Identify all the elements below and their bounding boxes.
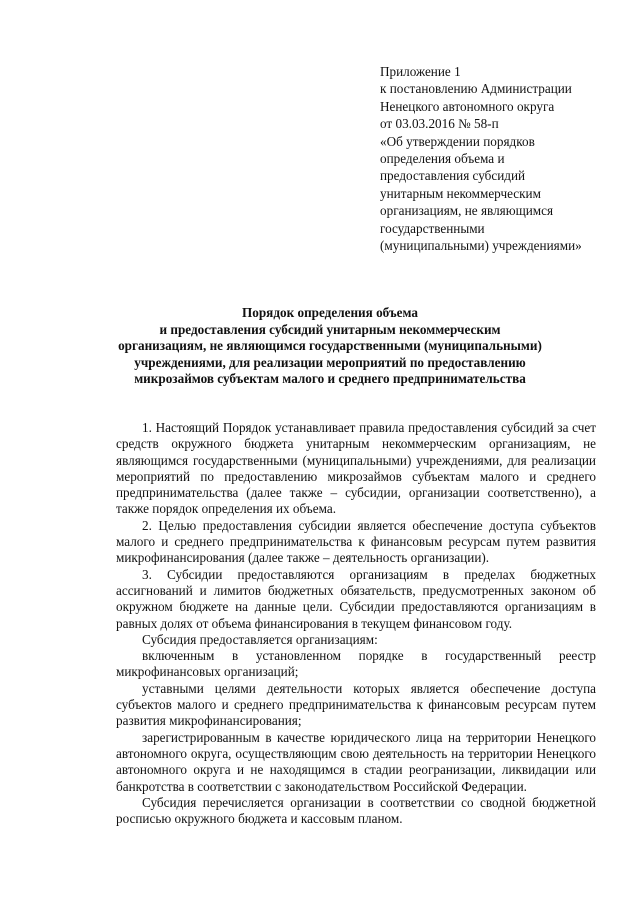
body-paragraph: Субсидия предоставляется организациям: (142, 631, 378, 647)
appendix-line: (муниципальными) учреждениями» (380, 238, 582, 254)
title-line: микрозаймов субъектам малого и среднего предпринимательства (134, 371, 526, 387)
body-paragraph: 2. Целью предоставления субсидии является обеспечение доступа субъектов малого и среднего предпринимательства к финансовым ресурсам путем развития микрофинансирования (далее также – деятельность организации). (116, 517, 596, 566)
appendix-line: определения объема и (380, 151, 505, 167)
appendix-line: от 03.03.2016 № 58-п (380, 116, 499, 132)
body-paragraph: 1. Настоящий Порядок устанавливает правила предоставления субсидий за счет средств окружного бюджета унитарным некоммерческим организациям, не являющимся государственными (муниципальными) учреждениями, для реализации мероприятий по предоставлению микрозаймов субъектам малого и среднего предпринимательства (далее также – субсидии, организации соответственно), а также порядок определения их объема. (116, 420, 596, 517)
title-line: и предоставления субсидий унитарным некоммерческим (159, 321, 501, 337)
body-paragraph: 3. Субсидии предоставляются организациям в пределах бюджетных ассигнований и лимитов бюджетных обязательств, предусмотренных законом об окружном бюджете на данные цели. Субсидии предоставляются организациям в равных долях от объема финансирования в текущем финансовом году. (116, 566, 596, 631)
title-line: учреждениями, для реализации мероприятий по предоставлению (134, 354, 526, 370)
appendix-line: «Об утверждении порядков (380, 133, 535, 149)
title-line: организациям, не являющимся государственными (муниципальными) (118, 338, 542, 354)
body-paragraph: зарегистрированным в качестве юридического лица на территории Ненецкого автономного округа, осуществляющим свою деятельность на территории Ненецкого автономного округа и не находящимся в стадии реогранизации, ликвидации или банкротства в соответствии с законодательством Российской Федерации. (116, 729, 596, 794)
body-paragraph: Субсидия перечисляется организации в соответствии со сводной бюджетной росписью окружного бюджета и кассовым планом. (116, 794, 596, 827)
appendix-line: государственными (380, 220, 485, 236)
title-line: Порядок определения объема (242, 305, 418, 320)
appendix-line: унитарным некоммерческим (380, 185, 541, 201)
appendix-line: к постановлению Администрации (380, 81, 572, 97)
appendix-line: предоставления субсидий (380, 168, 526, 184)
appendix-line: организациям, не являющимся (380, 203, 554, 219)
appendix-block (380, 63, 625, 254)
body-paragraph: включенным в установленном порядке в государственный реестр микрофинансовых организаций; (116, 648, 596, 680)
document-body (116, 420, 596, 827)
appendix-line: Ненецкого автономного округа (380, 98, 555, 114)
appendix-line: Приложение 1 (380, 64, 461, 79)
body-paragraph: уставными целями деятельности которых является обеспечение доступа субъектов малого и среднего предпринимательства к финансовым ресурсам путем развития микрофинансирования; (116, 680, 596, 729)
document-title (100, 305, 560, 388)
